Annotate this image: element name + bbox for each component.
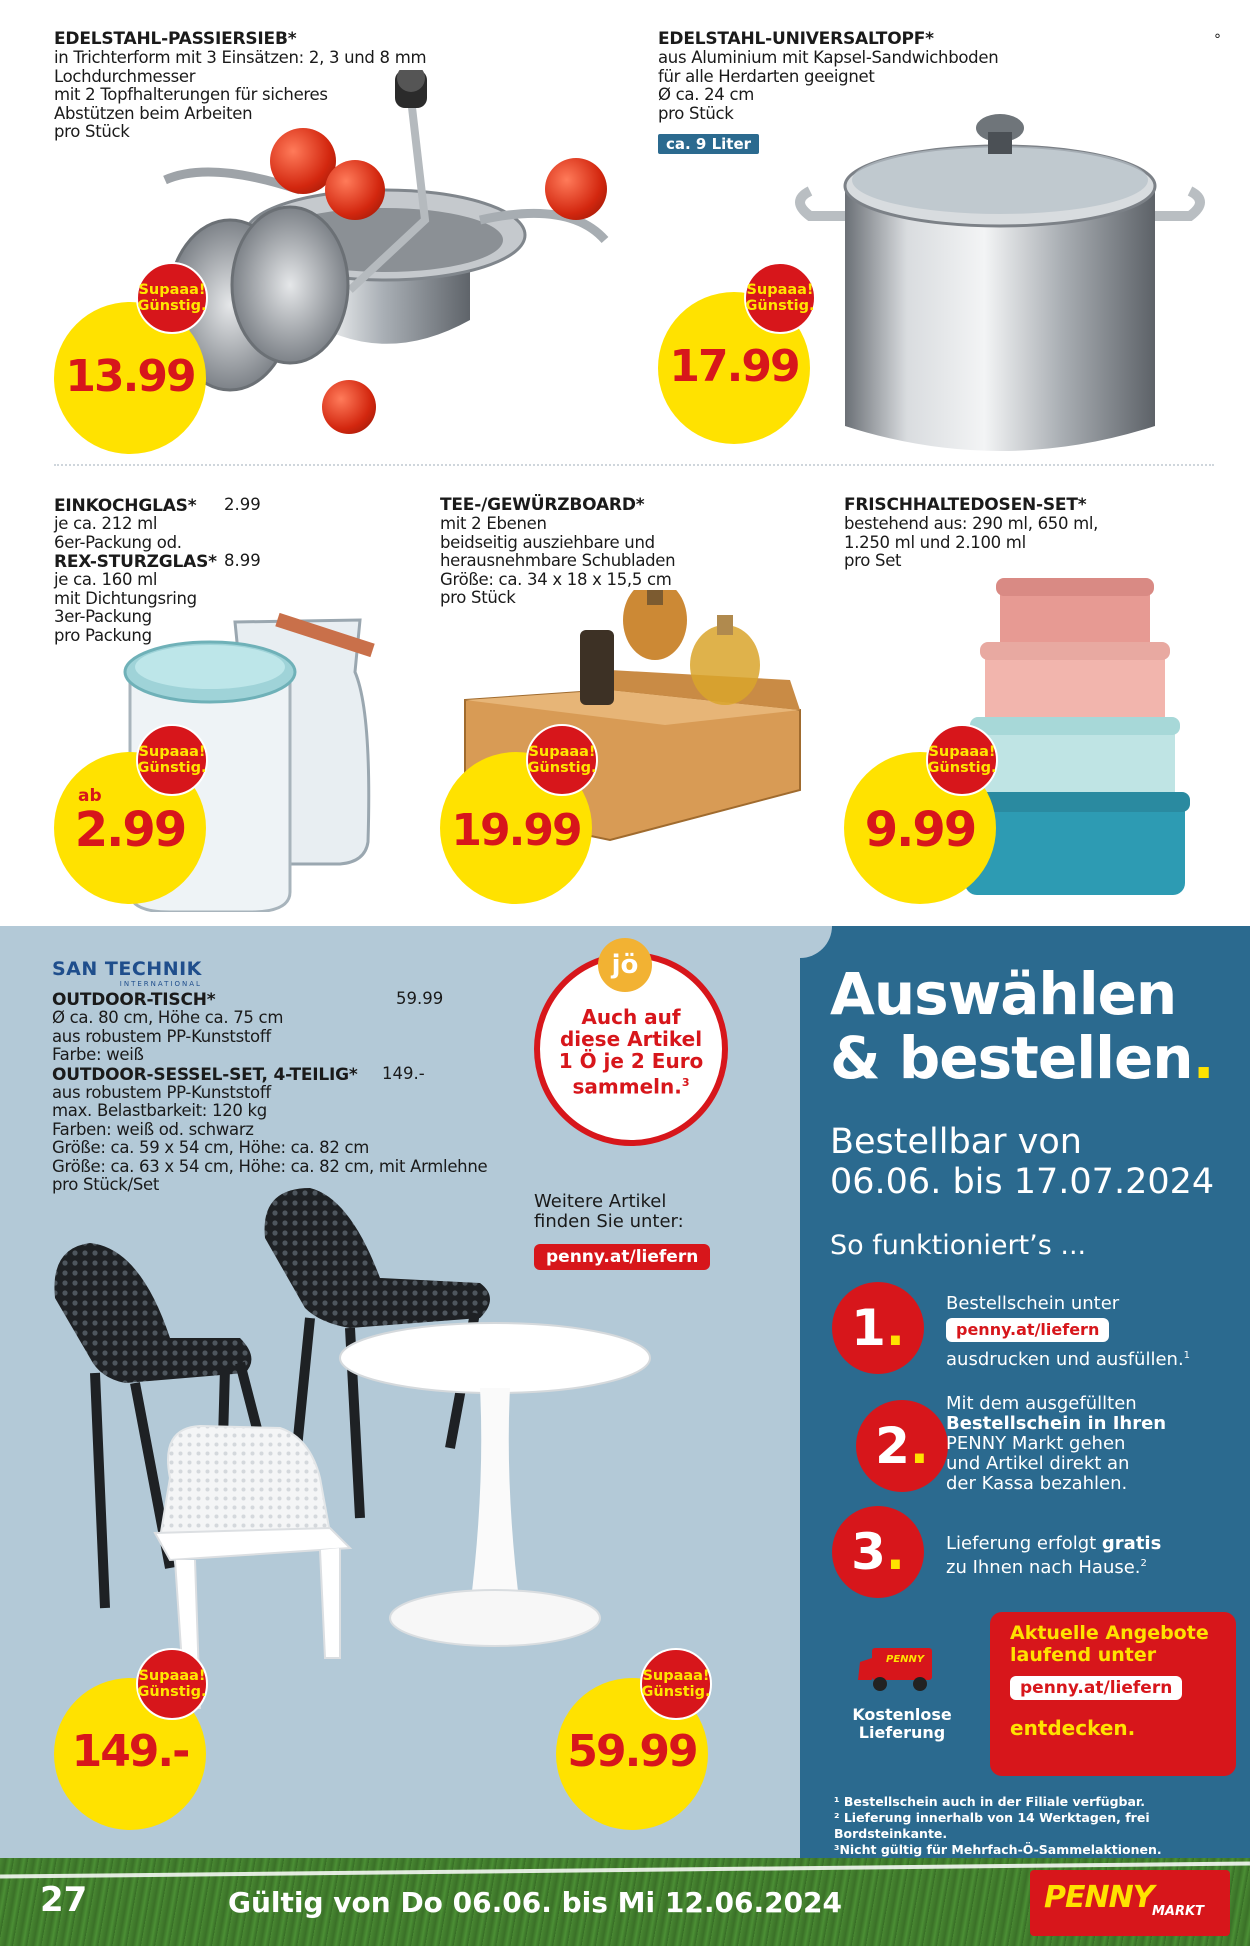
tomato-image: [322, 380, 376, 434]
page-number: 27: [40, 1880, 88, 1920]
product-title: REX-STURZGLAS*: [54, 552, 217, 572]
order-panel: [800, 926, 1250, 1858]
more-articles-text: Weitere Artikel finden Sie unter:: [534, 1191, 684, 1232]
price-value: 13.99: [65, 350, 195, 402]
promo-link[interactable]: penny.at/liefern: [1010, 1676, 1182, 1700]
product-title: EDELSTAHL-PASSIERSIEB*: [54, 29, 297, 49]
product-title: OUTDOOR-TISCH*: [52, 990, 216, 1010]
penny-markt-logo: PENNY MARKT: [1030, 1870, 1230, 1936]
price-prefix: ab: [78, 786, 102, 806]
step-3-text: Lieferung erfolgt gratis zu Ihnen nach Hause.$^2$: [946, 1533, 1162, 1578]
order-period: Bestellbar von 06.06. bis 17.07.2024: [830, 1122, 1215, 1202]
product-gewuerzboard: TEE-/GEWÜRZBOARD* mit 2 Ebenen beidseitig ausziehbare und herausnehmbare Schubladen Größe: ca. 34 x 18 x 15,5 cm pro Stück: [440, 496, 810, 608]
step-1-link[interactable]: penny.at/liefern: [946, 1318, 1109, 1342]
step-1-text: Bestellschein unter penny.at/liefern ausdrucken und ausfüllen.$^1$: [946, 1293, 1191, 1370]
supaaa-badge: Supaaa! Günstig.: [744, 262, 816, 334]
product-title: FRISCHHALTEDOSEN-SET*: [844, 495, 1087, 515]
supaaa-badge: Supaaa! Günstig.: [640, 1648, 712, 1720]
free-delivery-text: Kostenlose Lieferung: [852, 1705, 952, 1742]
product-einkochglas: EINKOCHGLAS* 2.99 je ca. 212 ml 6er-Packung od. REX-STURZGLAS* 8.99 je ca. 160 ml mit Dichtungsring 3er-Packung pro Packung: [54, 495, 261, 645]
price-value: 19.99: [451, 804, 581, 856]
validity-text: Gültig von Do 06.06. bis Mi 12.06.2024: [227, 1886, 843, 1919]
price-value: 9.99: [864, 802, 976, 858]
order-headline: Auswählen & bestellen.: [830, 960, 1214, 1092]
product-title: EINKOCHGLAS*: [54, 496, 197, 516]
passiersieb-image: [150, 70, 620, 440]
outdoor-section: [0, 926, 800, 1858]
footer: [0, 1858, 1250, 1946]
penny-liefern-link[interactable]: penny.at/liefern: [534, 1244, 710, 1270]
product-price-label: 59.99: [396, 989, 444, 1008]
supaaa-badge: Supaaa! Günstig.: [136, 724, 208, 796]
pot-image: [790, 106, 1210, 466]
step-2-text: Mit dem ausgefüllten Bestellschein in Ihren PENNY Markt gehen und Artikel direkt an der Kassa bezahlen.: [946, 1393, 1167, 1494]
supaaa-badge: Supaaa! Günstig.: [926, 724, 998, 796]
jo-logo-icon: jö: [598, 938, 652, 992]
product-price-label: 2.99: [224, 495, 261, 514]
price-value: 59.99: [567, 1725, 697, 1777]
product-description: aus Aluminium mit Kapsel-Sandwichboden für alle Herdarten geeignet Ø ca. 24 cm pro Stück: [658, 48, 999, 123]
product-description: in Trichterform mit 3 Einsätzen: 2, 3 und 8 mm Lochdurchmesser mit 2 Topfhalterungen für sicheres Abstützen beim Arbeiten pro Stück: [54, 48, 427, 141]
outdoor-product-text: OUTDOOR-TISCH* 59.99 Ø ca. 80 cm, Höhe ca. 75 cm aus robustem PP-Kunststoff Farbe: weiß OUTDOOR-SESSEL-SET, 4-TEILIG* 149.- aus robustem PP-Kunststoff max. Belastbarkeit: 120 kg Farben: weiß od. schwarz Größe: ca. 59 x 54 cm, Höhe: ca. 82 cm Größe: ca. 63 x 54 cm, Höhe: ca. 82 cm, mit Armlehne pro Stück/Set: [52, 989, 488, 1194]
footnotes: ¹ Bestellschein auch in der Filiale verfügbar. ² Lieferung innerhalb von 14 Werktagen, frei Bordsteinkante. ³Nicht gültig für Mehrfach-Ö-Sammelaktionen.: [834, 1794, 1162, 1857]
supaaa-badge: Supaaa! Günstig.: [526, 724, 598, 796]
product-title: OUTDOOR-SESSEL-SET, 4-TEILIG*: [52, 1064, 358, 1085]
price-value: 2.99: [74, 802, 186, 858]
supaaa-badge: Supaaa! Günstig.: [136, 262, 208, 334]
sanotechnik-logo: SAN TECHNIK INTERNATIONAL: [52, 958, 202, 988]
step-3-icon: 3 .: [832, 1506, 924, 1598]
supaaa-badge: Supaaa! Günstig.: [136, 1648, 208, 1720]
price-value: 149.-: [71, 1725, 189, 1777]
section-divider: [54, 464, 1214, 466]
product-title: EDELSTAHL-UNIVERSALTOPF*: [658, 29, 934, 49]
container-set-image: [960, 570, 1190, 900]
step-1-icon: 1 .: [832, 1282, 924, 1374]
promo-box: Aktuelle Angebote laufend unter penny.at/liefern entdecken.: [990, 1612, 1236, 1776]
how-it-works-title: So funktioniert’s ...: [830, 1230, 1087, 1261]
price-value: 17.99: [669, 340, 799, 392]
product-title: TEE-/GEWÜRZBOARD*: [440, 495, 645, 515]
tomato-image: [545, 158, 607, 220]
delivery-truck-icon: PENNY: [858, 1644, 946, 1696]
step-2-icon: 2 .: [856, 1400, 948, 1492]
product-price-label: 8.99: [224, 551, 261, 570]
volume-tag: ca. 9 Liter: [658, 134, 759, 154]
jo-badge: jö Auch auf diese Artikel 1 Ö je 2 Euro sammeln.$^3$: [534, 952, 728, 1146]
product-frischhaltedosen: FRISCHHALTEDOSEN-SET* bestehend aus: 290 ml, 650 ml, 1.250 ml und 2.100 ml pro Set: [844, 496, 1224, 571]
corner-mark: °: [1214, 32, 1221, 48]
tomato-image: [325, 160, 385, 220]
product-price-label: 149.-: [382, 1063, 425, 1083]
